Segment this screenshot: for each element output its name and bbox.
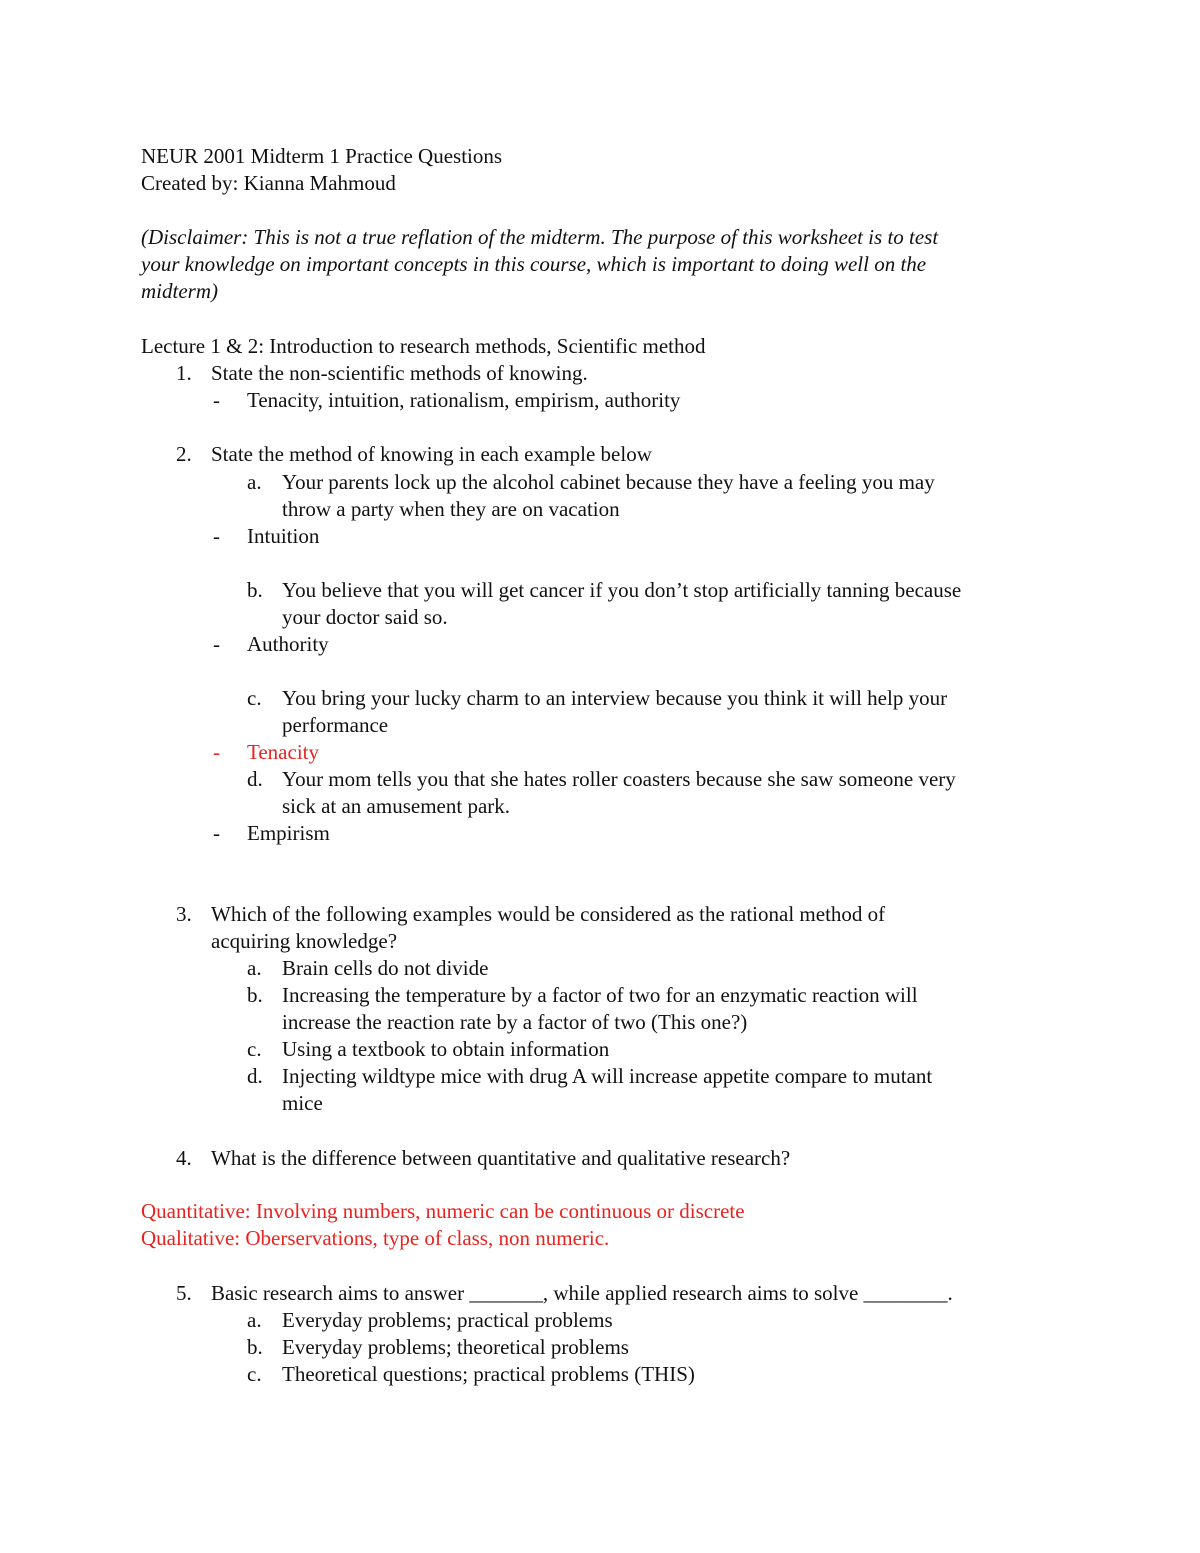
option-letter: b. <box>247 578 263 602</box>
option-letter: c. <box>247 1037 262 1061</box>
question-number: 5. <box>176 1281 192 1305</box>
option-text: Increasing the temperature by a factor of two for an enzymatic reaction will <box>282 983 918 1007</box>
option-letter: b. <box>247 983 263 1007</box>
question-text: Basic research aims to answer _______, while applied research aims to solve ________. <box>211 1281 953 1305</box>
question-text: Which of the following examples would be considered as the rational method of <box>211 902 886 926</box>
answer-text: Tenacity <box>247 740 319 764</box>
section-heading: Lecture 1 & 2: Introduction to research methods, Scientific method <box>141 334 706 358</box>
answer-dash: - <box>213 632 220 656</box>
question-number: 1. <box>176 361 192 385</box>
option-text: Theoretical questions; practical problems (THIS) <box>282 1362 695 1386</box>
option-text: Injecting wildtype mice with drug A will increase appetite compare to mutant <box>282 1064 933 1088</box>
answer-dash: - <box>213 821 220 845</box>
option-letter: c. <box>247 1362 262 1386</box>
answer-text: Authority <box>247 632 329 656</box>
option-text: Using a textbook to obtain information <box>282 1037 610 1061</box>
disclaimer-line-2: your knowledge on important concepts in this course, which is important to doing well on the <box>141 252 927 276</box>
option-text: You believe that you will get cancer if you don’t stop artificially tanning because <box>282 578 962 602</box>
option-text: performance <box>282 713 389 737</box>
option-letter: a. <box>247 470 262 494</box>
option-text: Brain cells do not divide <box>282 956 489 980</box>
answer-dash: - <box>213 524 220 548</box>
question-number: 3. <box>176 902 192 926</box>
question-text: acquiring knowledge? <box>211 929 398 953</box>
answer-text: Qualitative: Oberservations, type of class, non numeric. <box>141 1226 610 1250</box>
option-letter: c. <box>247 686 262 710</box>
question-number: 2. <box>176 442 192 466</box>
option-text: your doctor said so. <box>282 605 448 629</box>
answer-text: Empirism <box>247 821 330 845</box>
option-letter: b. <box>247 1335 263 1359</box>
option-text: throw a party when they are on vacation <box>282 497 620 521</box>
answer-text: Quantitative: Involving numbers, numeric can be continuous or discrete <box>141 1199 745 1223</box>
question-text: What is the difference between quantitative and qualitative research? <box>211 1146 791 1170</box>
option-letter: a. <box>247 956 262 980</box>
option-text: Everyday problems; practical problems <box>282 1308 613 1332</box>
option-text: increase the reaction rate by a factor of two (This one?) <box>282 1010 748 1034</box>
question-text: State the non-scientific methods of knowing. <box>211 361 588 385</box>
option-text: sick at an amusement park. <box>282 794 511 818</box>
disclaimer-line-3: midterm) <box>141 279 218 303</box>
answer-text: Tenacity, intuition, rationalism, empirism, authority <box>247 388 681 412</box>
option-text: You bring your lucky charm to an interview because you think it will help your <box>282 686 948 710</box>
option-letter: d. <box>247 1064 263 1088</box>
option-text: Everyday problems; theoretical problems <box>282 1335 629 1359</box>
question-text: State the method of knowing in each example below <box>211 442 652 466</box>
document-title: NEUR 2001 Midterm 1 Practice Questions <box>141 144 503 168</box>
answer-text: Intuition <box>247 524 320 548</box>
answer-dash: - <box>213 740 220 764</box>
option-text: Your parents lock up the alcohol cabinet because they have a feeling you may <box>282 470 935 494</box>
option-text: mice <box>282 1091 323 1115</box>
question-number: 4. <box>176 1146 192 1170</box>
answer-dash: - <box>213 388 220 412</box>
author-line: Created by: Kianna Mahmoud <box>141 171 396 195</box>
option-letter: a. <box>247 1308 262 1332</box>
option-text: Your mom tells you that she hates roller coasters because she saw someone very <box>282 767 956 791</box>
disclaimer-line-1: (Disclaimer: This is not a true reflation of the midterm. The purpose of this worksheet is to test <box>141 225 939 249</box>
option-letter: d. <box>247 767 263 791</box>
